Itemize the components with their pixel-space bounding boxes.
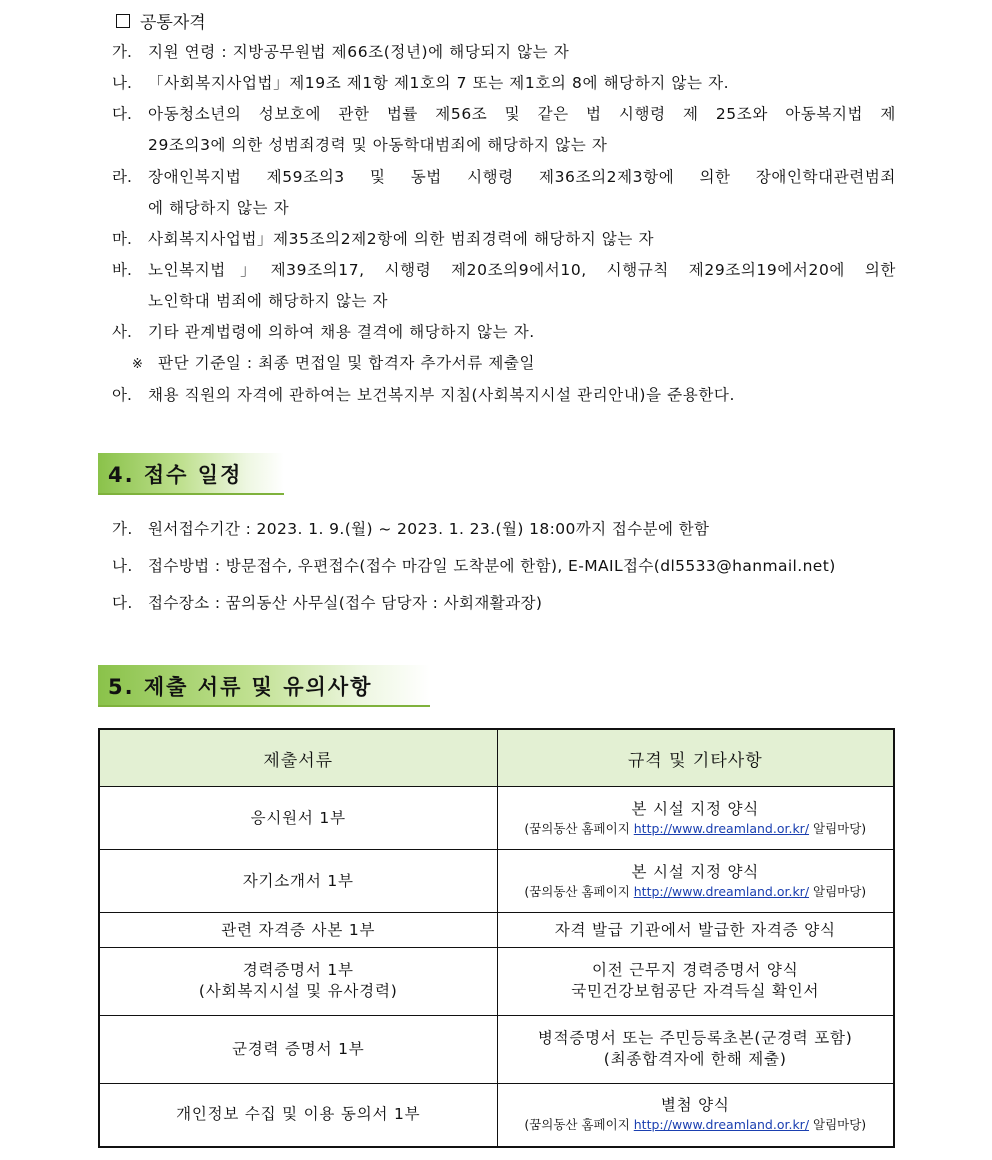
note-marker: ※ [132,357,144,372]
schedule-item-method [112,556,836,576]
homepage-link[interactable]: http://www.dreamland.or.kr/ [633,1117,810,1133]
item-marker: 가. [112,520,133,538]
item-marker: 라. [112,168,132,186]
spec-cell [497,1015,894,1083]
item-marker: 아. [112,386,132,404]
header-specs: 규격 및 기타사항 [497,729,894,787]
spec-cell [497,850,894,913]
qualification-item-da [112,104,898,124]
section5-title: 5. 제출 서류 및 유의사항 [108,675,373,699]
reference-date-note [132,353,535,375]
spec-cell [497,913,894,948]
spec-cell [497,1083,894,1147]
item-marker: 나. [112,74,132,92]
doc-cell [99,787,497,850]
item-marker: 다. [112,105,132,123]
item-marker: 사. [112,323,132,341]
table-row [99,1015,894,1083]
documents-table [98,728,895,1148]
homepage-reference [498,1116,894,1134]
item-marker: 가. [112,43,132,61]
qualification-item-ba-continuation: 노인학대 범죄에 해당하지 않는 자 [148,292,389,310]
doc-name: 자기소개서 1부 [242,871,354,890]
item-text: 접수장소 : 꿈의동산 사무실(접수 담당자 : 사회재활과장) [148,594,543,612]
homepage-reference [498,883,894,901]
item-marker: 다. [112,594,133,612]
ref-suffix: 알림마당) [809,883,867,899]
ref-prefix: (꿈의동산 홈페이지 [524,820,634,836]
spec-text: 본 시설 지정 양식 [631,799,760,818]
note-text: 판단 기준일 : 최종 면접일 및 합격자 추가서류 제출일 [158,354,536,372]
spec-text: (최종합격자에 한해 제출) [603,1050,787,1069]
table-row [99,1083,894,1147]
spec-text: 본 시설 지정 양식 [631,862,760,881]
doc-cell [99,1015,497,1083]
table-row [99,850,894,913]
doc-cell [99,850,497,913]
qualification-item-sa [112,322,535,342]
item-text: 채용 직원의 자격에 관하여는 보건복지부 지침(사회복지시설 관리안내)을 준용한다. [148,386,735,404]
item-text: 아동청소년의 성보호에 관한 법률 제56조 및 같은 법 시행령 제 25조와 아동복지법 제 [148,105,896,123]
doc-cell [99,947,497,1015]
item-text: 기타 관계법령에 의하여 채용 결격에 해당하지 않는 자. [148,323,535,341]
spec-text: 이전 근무지 경력증명서 양식 [592,961,799,980]
homepage-link[interactable]: http://www.dreamland.or.kr/ [633,820,810,836]
item-text: 노인복지법」제39조의17, 시행령 제20조의9에서10, 시행규칙 제29조의19에서20에 의한 [148,261,896,279]
table-row [99,913,894,948]
doc-name: 관련 자격증 사본 1부 [221,920,376,939]
section4-title: 4. 접수 일정 [108,463,243,487]
doc-note: (사회복지시설 및 유사경력) [198,982,398,1001]
qualification-item-ma [112,229,654,249]
header-documents: 제출서류 [99,729,497,787]
table-row [99,787,894,850]
table-row [99,947,894,1015]
section4-banner [98,453,284,495]
qualification-item-ba [112,260,898,280]
item-text: 접수방법 : 방문접수, 우편접수(접수 마감일 도착분에 한함), E-MAIL접수(dl5533@hanmail.net) [148,557,836,575]
spec-cell [497,787,894,850]
spec-text: 별첨 양식 [660,1096,730,1115]
spec-text: 병적증명서 또는 주민등록초본(군경력 포함) [537,1029,853,1048]
doc-cell [99,1083,497,1147]
doc-name: 경력증명서 1부 [242,961,354,980]
qualification-item-da-continuation: 29조의3에 의한 성범죄경력 및 아동학대범죄에 해당하지 않는 자 [148,136,608,154]
schedule-item-period [112,519,709,539]
qualification-item-ga [112,42,569,62]
ref-suffix: 알림마당) [809,1117,867,1133]
doc-name: 개인정보 수집 및 이용 동의서 1부 [176,1105,421,1124]
common-qualification-title: 공통자격 [140,13,206,33]
schedule-item-place [112,593,542,613]
qualification-item-a [112,385,735,405]
item-marker: 바. [112,261,132,279]
qualification-item-ra [112,167,898,187]
doc-cell [99,913,497,948]
spec-text: 국민건강보험공단 자격득실 확인서 [571,982,820,1001]
item-text: 원서접수기간 : 2023. 1. 9.(월) ~ 2023. 1. 23.(월) 18:00까지 접수분에 한함 [148,520,710,538]
section5-banner [98,665,430,707]
table-header-row [99,729,894,787]
ref-prefix: (꿈의동산 홈페이지 [524,883,634,899]
item-text: 장애인복지법 제59조의3 및 동법 시행령 제36조의2제3항에 의한 장애인학대관련범죄 [148,168,896,186]
item-marker: 마. [112,230,132,248]
item-text: 「사회복지사업법」제19조 제1항 제1호의 7 또는 제1호의 8에 해당하지 않는 자. [148,74,730,92]
ref-suffix: 알림마당) [809,820,867,836]
ref-prefix: (꿈의동산 홈페이지 [524,1117,634,1133]
spec-text: 자격 발급 기관에서 발급한 자격증 양식 [554,920,836,939]
item-text: 사회복지사업법」제35조의2제2항에 의한 범죄경력에 해당하지 않는 자 [148,230,655,248]
checkbox-icon [116,14,130,28]
item-marker: 나. [112,557,133,575]
common-qualification-heading [116,8,206,33]
doc-name: 군경력 증명서 1부 [231,1039,365,1058]
spec-cell [497,947,894,1015]
homepage-reference [498,820,894,838]
item-text: 지원 연령 : 지방공무원법 제66조(정년)에 해당되지 않는 자 [148,43,570,61]
qualification-item-na [112,73,729,93]
doc-name: 응시원서 1부 [250,808,346,827]
qualification-item-ra-continuation: 에 해당하지 않는 자 [148,199,290,217]
homepage-link[interactable]: http://www.dreamland.or.kr/ [633,883,810,899]
